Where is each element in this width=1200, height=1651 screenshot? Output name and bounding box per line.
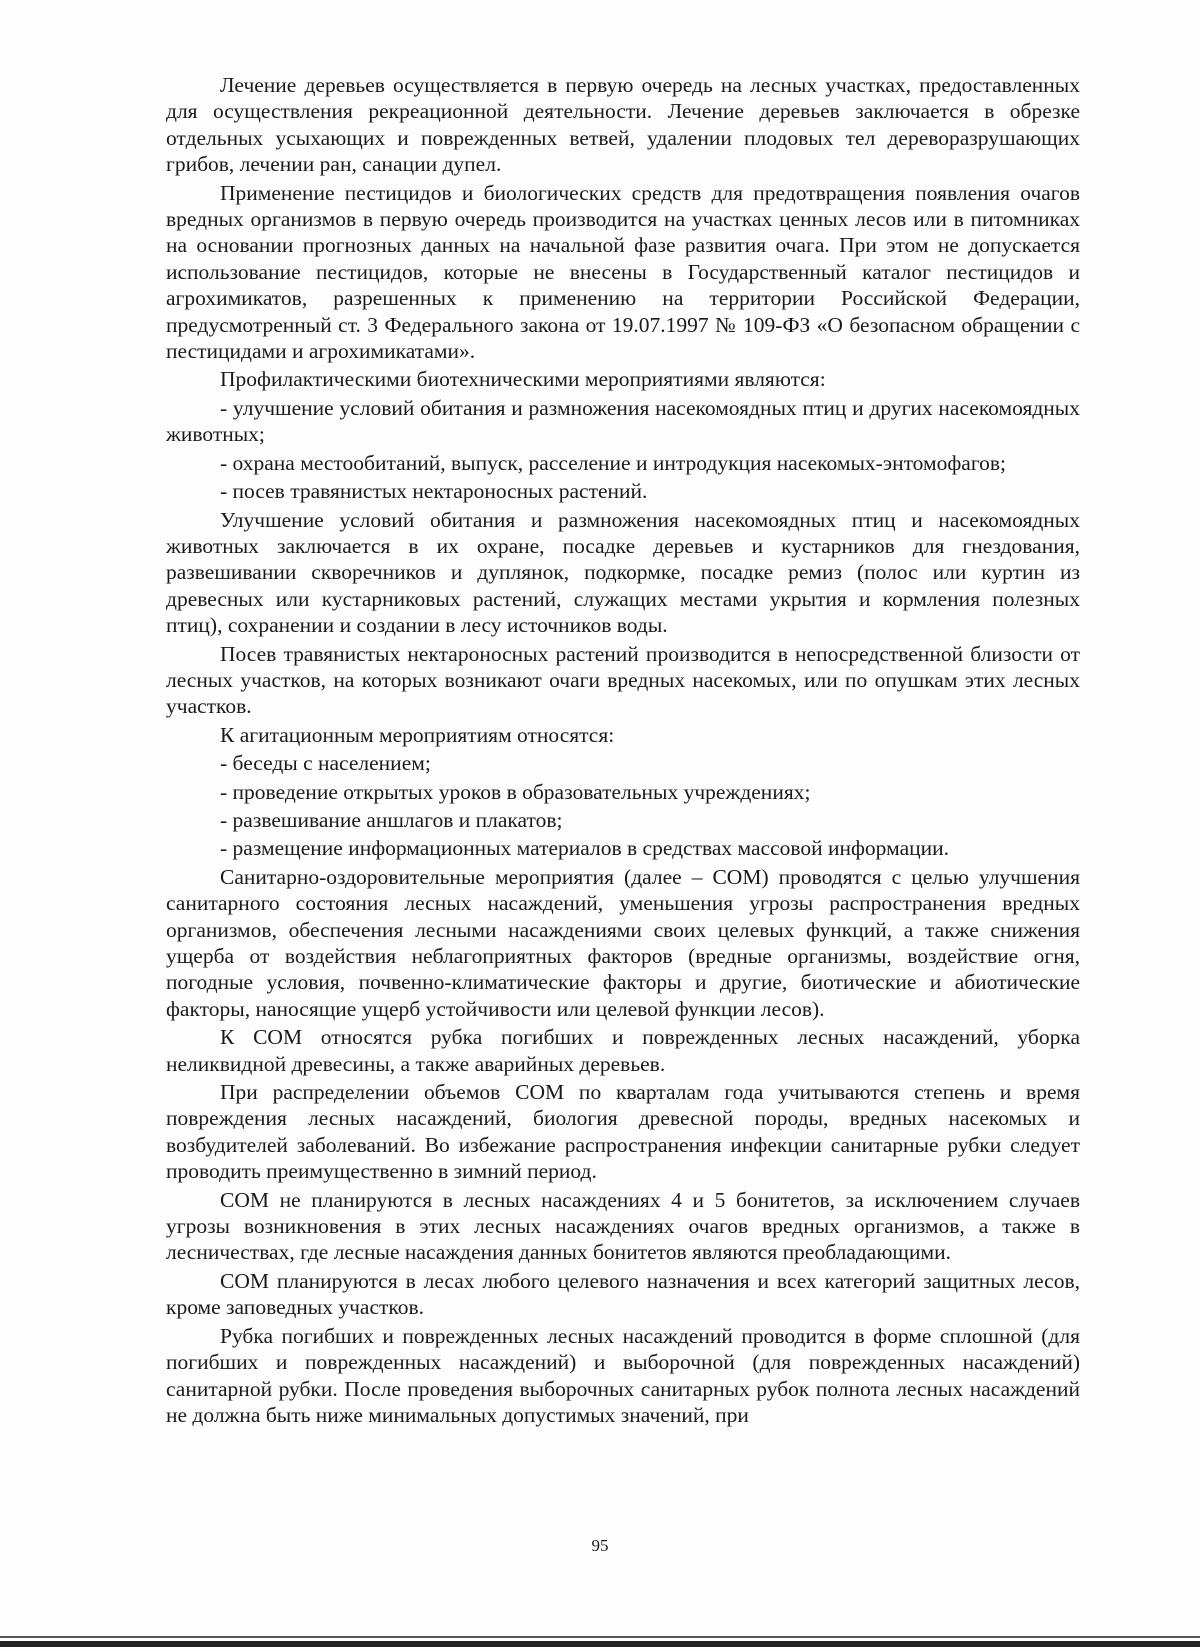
bottom-scan-edge-thin [0,1636,1200,1638]
list-item: - охрана местообитаний, выпуск, расселение и интродукция насекомых-энтомофагов; [220,450,1007,475]
paragraph: К агитационным мероприятиям относятся: [220,722,615,747]
list-item: - посев травянистых нектароносных растений. [220,479,648,504]
paragraph: СОМ не планируются в лесных насаждениях 4 и 5 бонитетов, за исключением случаев угрозы возникновения в этих лесных насаждениях очагов вредных организмов, а также в лесничествах, где лесные насаждения данных бонитетов являются преобладающими. [166,1187,1080,1265]
paragraph: Рубка погибших и поврежденных лесных насаждений проводится в форме сплошной (для погибших и поврежденных насаждений) и выборочной (для поврежденных насаждений) санитарной рубки. После проведения выборочных санитарных рубок полнота лесных насаждений не должна быть ниже минимальных допустимых значений, при [166,1323,1080,1427]
page-number: 95 [591,1536,609,1555]
paragraph: Санитарно-оздоровительные мероприятия (далее – СОМ) проводятся с целью улучшения санитарного состояния лесных насаждений, уменьшения угрозы распространения вредных организмов, обеспечения лесными насаждениями своих целевых функций, а также снижения ущерба от воздействия неблагоприятных факторов (вредные организмы, воздействие огня, погодные условия, почвенно-климатические факторы и другие, биотические и абиотические факторы, наносящие ущерб устойчивости или целевой функции лесов). [166,864,1080,1021]
paragraph: Посев травянистых нектароносных растений производится в непосредственной близости от лесных участков, на которых возникают очаги вредных насекомых, или по опушкам этих лесных участков. [166,641,1080,719]
paragraph: При распределении объемов СОМ по кварталам года учитываются степень и время повреждения лесных насаждений, биология древесной породы, вредных насекомых и возбудителей заболеваний. Во избежание распространения инфекции санитарные рубки следует проводить преимущественно в зимний период. [166,1080,1080,1184]
paragraph: Применение пестицидов и биологических средств для предотвращения появления очагов вредных организмов в первую очередь производится на участках ценных лесов или в питомниках на основании прогнозных данных на начальной фазе развития очага. При этом не допускается использование пестицидов, которые не внесены в Государственный каталог пестицидов и агрохимикатов, разрешенных к применению на территории Российской Федерации, предусмотренный ст. 3 Федерального закона от 19.07.1997 № 109-ФЗ «О безопасном обращении с пестицидами и агрохимикатами». [166,180,1080,364]
list-item: - проведение открытых уроков в образовательных учреждениях; [220,779,811,804]
paragraph: СОМ планируются в лесах любого целевого назначения и всех категорий защитных лесов, кроме заповедных участков. [166,1268,1080,1320]
paragraph: Улучшение условий обитания и размножения насекомоядных птиц и насекомоядных животных заключается в их охране, посадке деревьев и кустарников для гнездования, развешивании скворечников и дуплянок, подкормке, посадке ремиз (полос или куртин из древесных или кустарниковых растений, служащих местами укрытия и кормления полезных птиц), сохранении и создании в лесу источников воды. [166,507,1080,638]
list-item: - развешивание аншлагов и плакатов; [220,807,563,832]
list-item: - беседы с населением; [220,751,431,776]
list-item: - размещение информационных материалов в средствах массовой информации. [220,836,950,861]
bottom-scan-edge [0,1641,1200,1647]
paragraph: Лечение деревьев осуществляется в первую очередь на лесных участках, предоставленных для осуществления рекреационной деятельности. Лечение деревьев заключается в обрезке отдельных усыхающих и поврежденных ветвей, удалении плодовых тел дереворазрушающих грибов, лечении ран, санации дупел. [166,73,1080,177]
list-item: - улучшение условий обитания и размножения насекомоядных птиц и других насекомоядных животных; [166,395,1080,447]
body-text [166,72,1080,1430]
paragraph: К СОМ относятся рубка погибших и поврежденных лесных насаждений, уборка неликвидной древесины, а также аварийных деревьев. [166,1025,1080,1076]
paragraph: Профилактическими биотехническими мероприятиями являются: [220,367,826,392]
